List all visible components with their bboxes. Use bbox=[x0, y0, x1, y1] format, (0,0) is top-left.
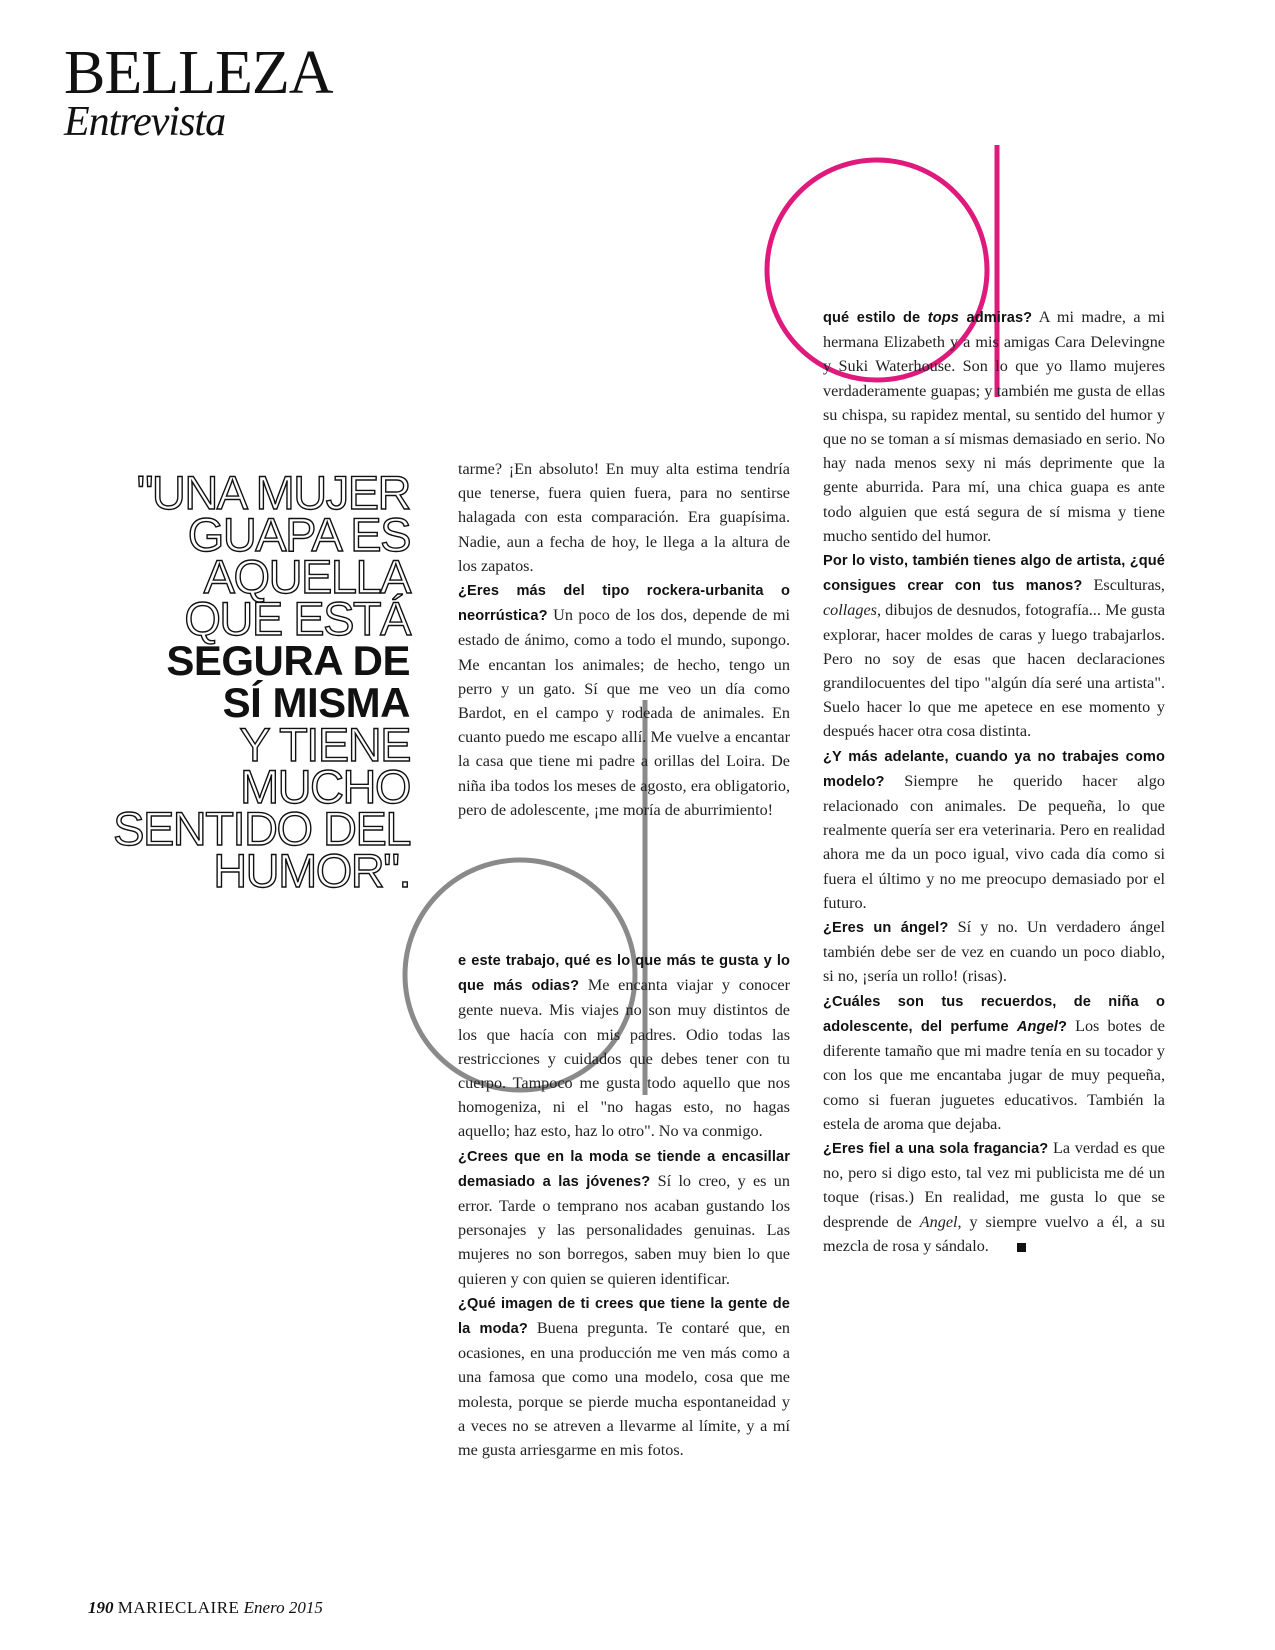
answer-text: La verdad es que no, pero si digo esto, tal vez mi publicista me dé un toque (risas.) En realidad, me gusta lo que se desprende de bbox=[823, 1138, 1165, 1231]
page-number: 190 bbox=[88, 1598, 114, 1617]
answer-text: Buena pregunta. Te contaré que, en ocasiones, en una producción me ven más como a una famosa que como una modelo, cosa que me molesta, porque se pierde mucha espontaneidad y a veces no se atreven a llevarme al límite, y a mí me gusta arriesgarme en mis fotos. bbox=[458, 1319, 790, 1460]
interview-question: ¿Eres más del tipo rockera-urbanita o neorrústica? bbox=[458, 583, 790, 625]
article-column-2 bbox=[823, 305, 1165, 1258]
pull-quote-line: MUCHO bbox=[239, 760, 410, 813]
question-part: ¿Cuáles son tus recuerdos, de niña o adolescente, del perfume bbox=[823, 993, 1165, 1035]
answer-text: Los botes de diferente tamaño que mi madre tenía en su tocador y con los que me encantaba jugar de muy pequeña, como si fueran juguetes educativos. También la estela de aroma que dejaba. bbox=[823, 1016, 1165, 1133]
paragraph bbox=[458, 1144, 790, 1291]
interview-question bbox=[823, 310, 1032, 326]
question-part-italic: tops bbox=[927, 310, 959, 326]
interview-question: ¿Crees que en la moda se tiende a encasillar demasiado a las jóvenes? bbox=[458, 1148, 790, 1190]
answer-text: A mi madre, a mi hermana Elizabeth y a mis amigas Cara Delevingne y Suki Waterhouse. Son lo que yo llamo mujeres verdaderamente guapas; y también me gusta de ellas su chispa, su rapidez mental, su sentido del humor y que no se toman a sí mismas demasiado en serio. No hay nada menos sexy ni más deprimente que la gente aburrida. Para mí, una chica guapa es ante todo alguien que está segura de sí misma y tiene mucho sentido del humor. bbox=[823, 308, 1166, 545]
answer-text: Esculturas, bbox=[1082, 576, 1165, 595]
section-subtitle: Entrevista bbox=[64, 99, 226, 145]
question-part-italic: Angel bbox=[1016, 1018, 1058, 1035]
paragraph bbox=[823, 989, 1165, 1136]
answer-text: Me encanta viajar y conocer gente nueva. Mis viajes no son muy distintos de los que hacía con mis padres. Odio todas las restricciones y cuidados que debes tener con tu cuerpo. Tampoco me gusta todo aquello que nos homogeniza, ni el "no hagas esto, no hagas aquello; haz esto, haz lo otro". No va conmigo. bbox=[458, 976, 790, 1141]
answer-text: Sí lo creo, y es un error. Tarde o temprano nos acaban gustando los personajes y las personalidades genuinas. Las mujeres no son borregos, saben muy bien lo que quieren y con quien se quieren identificar. bbox=[458, 1171, 790, 1288]
pull-quote-line: "UNA MUJER bbox=[136, 466, 410, 519]
article-column-1-top bbox=[458, 457, 790, 822]
paragraph bbox=[458, 578, 790, 822]
pull-quote-line: SENTIDO DEL bbox=[113, 802, 410, 855]
paragraph bbox=[823, 1136, 1165, 1258]
paragraph bbox=[458, 457, 790, 578]
answer-text: , dibujos de desnudos, fotografía... Me gusta explorar, hacer moldes de caras y luego trabajarlos. Pero no soy de esas que hacen declaraciones grandilocuentes del tipo "algún día seré una artista". Suelo hacer lo que me apetece en ese momento y después hacer otra cosa distinta. bbox=[823, 601, 1165, 741]
article-column-1-bottom bbox=[458, 948, 790, 1462]
paragraph bbox=[458, 948, 790, 1144]
pull-quote-line: Y TIENE bbox=[239, 718, 410, 771]
paragraph bbox=[823, 305, 1165, 548]
pull-quote bbox=[90, 466, 410, 897]
paragraph bbox=[458, 1291, 790, 1462]
paragraph bbox=[823, 744, 1165, 915]
interview-question: ¿Eres fiel a una sola fragancia? bbox=[823, 1140, 1049, 1157]
magazine-name: MARIECLAIRE bbox=[117, 1598, 240, 1617]
answer-italic: collages bbox=[823, 601, 877, 620]
interview-question: e este trabajo, qué es lo que más te gusta y lo que más odias? bbox=[458, 953, 790, 995]
pull-quote-line: AQUELLA bbox=[203, 550, 410, 603]
interview-question: ¿Y más adelante, cuando ya no trabajes como modelo? bbox=[823, 748, 1165, 790]
answer-text: Siempre he querido hacer algo relacionado con animales. De pequeña, lo que realmente quería ser era veterinaria. Pero en realidad ahora me da un poco igual, vivo cada día como si fuera el último y no me preocupo demasiado por el futuro. bbox=[823, 771, 1165, 912]
pull-quote-line-bold: SEGURA DE bbox=[166, 637, 410, 684]
interview-question: ¿Eres un ángel? bbox=[823, 920, 949, 937]
answer-italic: Angel bbox=[919, 1212, 958, 1231]
paragraph bbox=[823, 548, 1165, 744]
interview-question: Por lo visto, también tienes algo de artista, ¿qué consigues crear con tus manos? bbox=[823, 553, 1165, 595]
question-part: ? bbox=[1057, 1018, 1067, 1035]
paragraph bbox=[823, 915, 1165, 989]
page-footer bbox=[88, 1598, 323, 1618]
issue-date: Enero 2015 bbox=[243, 1598, 323, 1617]
answer-text: Un poco de los dos, depende de mi estado de ánimo, como a todo el mundo, supongo. Me encantan los animales; de hecho, tengo un perro y un gato. Sí que me veo un día como Bardot, en el campo y rodeada de animales. En cuanto puedo me escapo allí. Me vuelve a encantar la casa que tiene mi padre a orillas del Loira. De niña iba todos los meses de agosto, era obligatorio, pero de adolescente, ¡me moría de aburrimiento! bbox=[458, 606, 790, 819]
pull-quote-line: HUMOR". bbox=[213, 844, 410, 897]
question-part: qué estilo de bbox=[823, 310, 928, 326]
question-part: admiras? bbox=[958, 310, 1033, 326]
pull-quote-line: QUE ESTÁ bbox=[184, 592, 410, 645]
interview-question: ¿Qué imagen de ti crees que tiene la gente de la moda? bbox=[458, 1295, 790, 1338]
answer-text: Sí y no. Un verdadero ángel también debe ser de vez en cuando un poco diablo, si no, ¡sería un rollo! (risas). bbox=[823, 918, 1165, 986]
pull-quote-line: GUAPA ES bbox=[187, 508, 410, 561]
section-title: BELLEZA bbox=[64, 39, 333, 107]
end-of-article-mark bbox=[1017, 1243, 1026, 1252]
answer-text: tarme? ¡En absoluto! En muy alta estima tendría que tenerse, fuera quien fuera, para no sentirse halagada con esta comparación. Era guapísima. Nadie, aun a fecha de hoy, le llega a la altura de los zapatos. bbox=[458, 460, 790, 575]
answer-text: , y siempre vuelvo a él, a su mezcla de rosa y sándalo. bbox=[823, 1212, 1165, 1255]
pull-quote-line-bold: SÍ MISMA bbox=[222, 679, 410, 726]
